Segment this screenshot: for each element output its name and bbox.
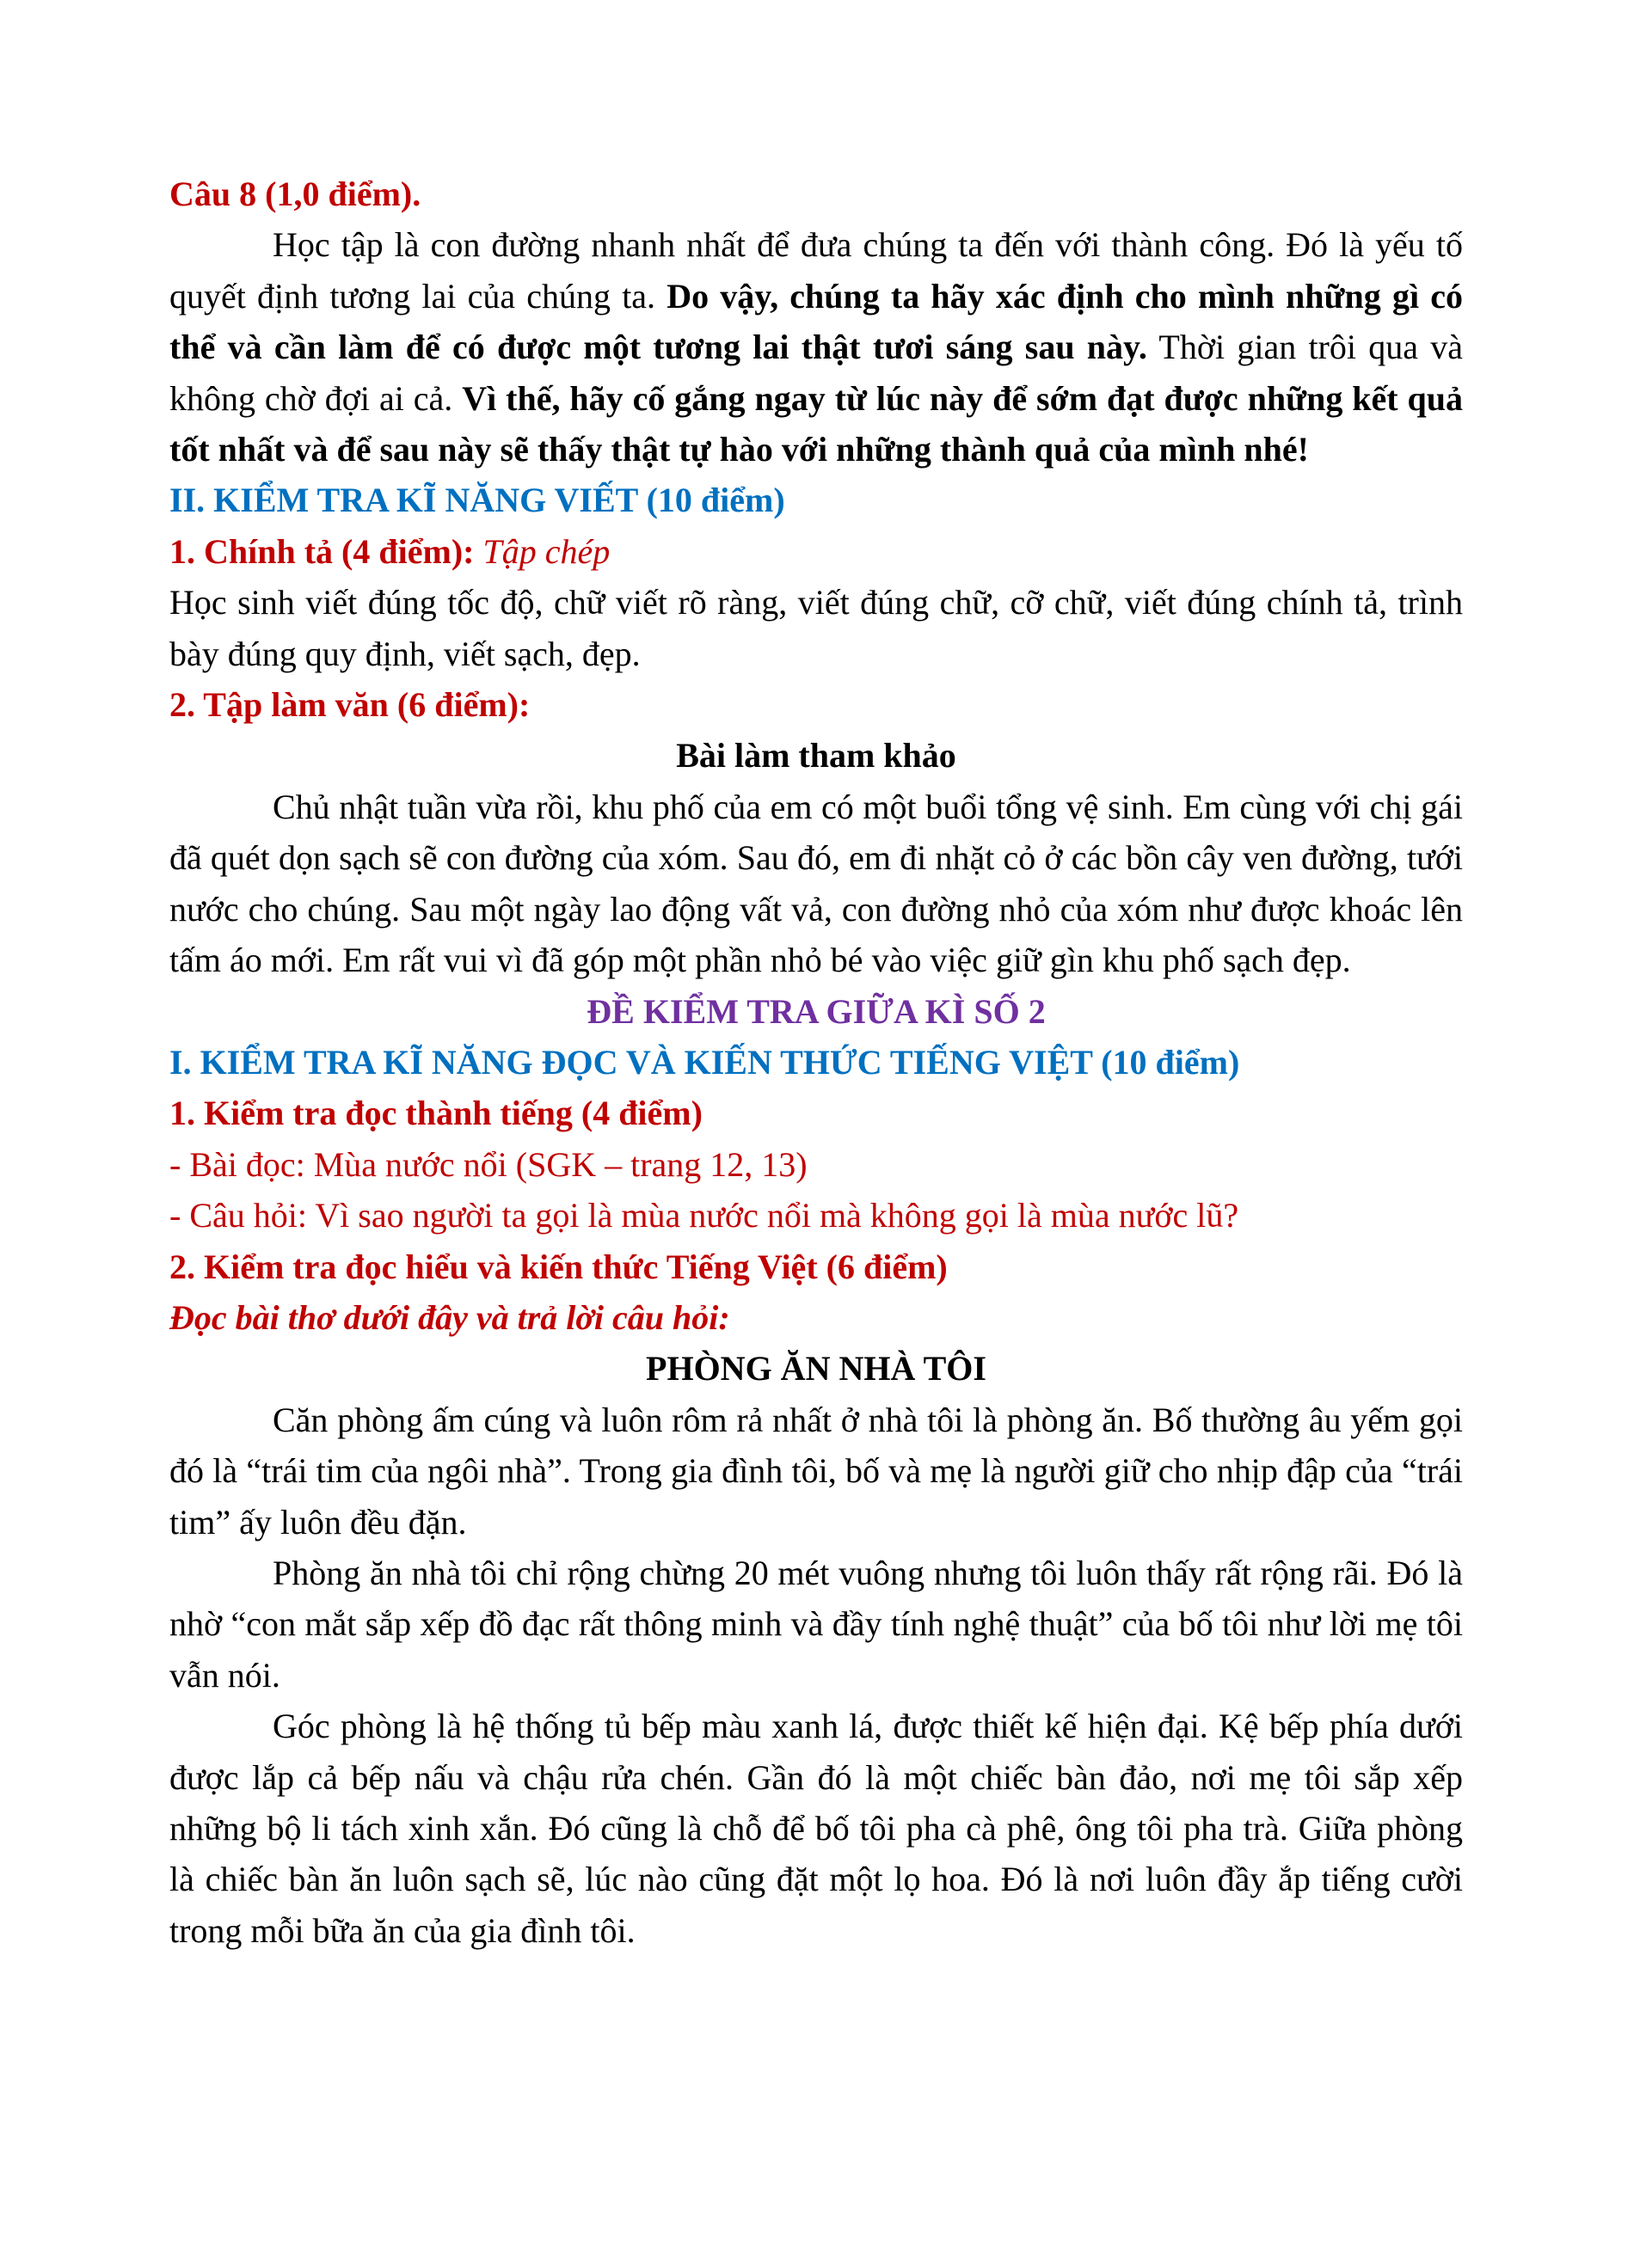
oral-reading-question: - Câu hỏi: Vì sao người ta gọi là mùa nước nổi mà không gọi là mùa nước lũ? <box>169 1196 1239 1235</box>
oral-reading-heading: 1. Kiểm tra đọc thành tiếng (4 điểm) <box>169 1094 703 1133</box>
passage-paragraph-2: Phòng ăn nhà tôi chỉ rộng chừng 20 mét vuông nhưng tôi luôn thấy rất rộng rãi. Đó là nhờ “con mắt sắp xếp đồ đạc rất thông minh và đầy tính nghệ thuật” của bố tôi như lời mẹ tôi vẫn nói. <box>169 1553 1463 1695</box>
question-8-heading: Câu 8 (1,0 điểm). <box>169 175 421 213</box>
dictation-criteria: Học sinh viết đúng tốc độ, chữ viết rõ ràng, viết đúng chữ, cỡ chữ, viết đúng chính tả, trình bày đúng quy định, viết sạch, đẹp. <box>169 583 1463 673</box>
question-8-answer <box>169 219 1463 475</box>
essay-text: Chủ nhật tuần vừa rồi, khu phố của em có một buổi tổng vệ sinh. Em cùng với chị gái đã quét dọn sạch sẽ con đường của xóm. Sau đó, em đi nhặt cỏ ở các bồn cây ven đường, tưới nước cho chúng. Sau một ngày lao động vất vả, con đường nhỏ của xóm như được khoác lên tấm áo mới. Em rất vui vì đã góp một phần nhỏ bé vào việc giữ gìn khu phố sạch đẹp. <box>169 787 1463 980</box>
dictation-type: Tập chép <box>474 531 611 571</box>
writing-section-heading: II. KIỂM TRA KĨ NĂNG VIẾT (10 điểm) <box>169 481 785 520</box>
dictation-heading <box>169 526 1463 577</box>
document-page <box>169 169 1463 1956</box>
answer-sentence-1: Học tập là con đường nhanh nhất để đưa chúng ta đến với thành công. Đó là yếu tố quyết định tương lai của chúng ta. <box>169 225 1463 316</box>
answer-sentence-4: Vì thế, hãy cố gắng ngay từ lúc này để sớm đạt được những kết quả tốt nhất và để sau này sẽ thấy thật tự hào với những thành quả của mình nhé! <box>169 378 1464 469</box>
answer-sentence-3: Thời gian trôi qua và không chờ đợi ai cả. <box>169 328 1463 418</box>
passage-paragraph-1: Căn phòng ấm cúng và luôn rôm rả nhất ở nhà tôi là phòng ăn. Bố thường âu yếm gọi đó là “trái tim của ngôi nhà”. Trong gia đình tôi, bố và mẹ là người giữ cho nhịp đập của “trái tim” ấy luôn đều đặn. <box>169 1400 1463 1542</box>
answer-sentence-2: Do vậy, chúng ta hãy xác định cho mình những gì có thể và cần làm để có được một tương lai thật tươi sáng sau này. <box>169 276 1463 367</box>
oral-reading-passage: - Bài đọc: Mùa nước nổi (SGK – trang 12, 13) <box>169 1144 808 1184</box>
passage-title: PHÒNG ĂN NHÀ TÔI <box>646 1349 986 1388</box>
passage-paragraph-3: Góc phòng là hệ thống tủ bếp màu xanh lá, được thiết kế hiện đại. Kệ bếp phía dưới được lắp cả bếp nấu và chậu rửa chén. Gần đó là một chiếc bàn đảo, nơi mẹ tôi sắp xếp những bộ li tách xinh xắn. Đó cũng là chỗ để bố tôi pha cà phê, ông tôi pha trà. Giữa phòng là chiếc bàn ăn luôn sạch sẽ, lúc nào cũng đặt một lọ hoa. Đó là nơi luôn đầy ắp tiếng cười trong mỗi bữa ăn của gia đình tôi. <box>169 1707 1463 1950</box>
comprehension-heading: 2. Kiểm tra đọc hiểu và kiến thức Tiếng Việt (6 điểm) <box>169 1247 948 1286</box>
reading-section-heading: I. KIỂM TRA KĨ NĂNG ĐỌC VÀ KIẾN THỨC TIẾNG VIỆT (10 điểm) <box>169 1042 1240 1082</box>
essay-title: Bài làm tham khảo <box>676 736 956 775</box>
comprehension-instruction: Đọc bài thơ dưới đây và trả lời câu hỏi: <box>169 1297 730 1337</box>
dictation-label: 1. Chính tả (4 điểm): <box>169 531 475 571</box>
essay-heading: 2. Tập làm văn (6 điểm): <box>169 685 531 725</box>
exam-2-title: ĐỀ KIỂM TRA GIỮA KÌ SỐ 2 <box>587 991 1046 1031</box>
